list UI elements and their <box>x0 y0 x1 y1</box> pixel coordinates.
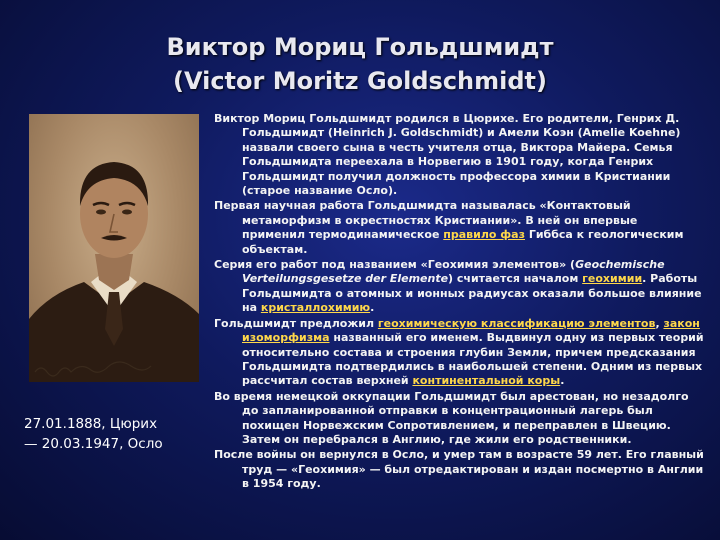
bio-paragraph-birth: Виктор Мориц Гольдшмидт родился в Цюрихе. Его родители, Генрих Д. Гольдшмидт (Heinrich J. Goldschmidt) и Амели Коэн (Amelie Koehne) назвали своего сына в честь учителя отца, Виктора Майера. Семья Гольдшмидта переехала в Норвегию в 1901 году, когда Генрих Гольдшмидт получил должность профессора химии в Кристиании (старое название Осло). <box>214 112 681 198</box>
link-law[interactable]: закон <box>663 316 700 330</box>
title-latin: (Victor Moritz Goldschmidt) <box>172 67 547 95</box>
link-crystal-chemistry[interactable]: кристаллохимию <box>260 301 371 315</box>
title-russian: Виктор Мориц Гольдшмидт <box>166 33 554 61</box>
link-isomorphism[interactable]: изоморфизма <box>242 331 330 345</box>
link-geochemical-classification[interactable]: геохимическую классификацию элементов <box>377 316 656 330</box>
link-phase-rule[interactable]: правило фаз <box>443 228 525 242</box>
slide-title <box>0 30 720 98</box>
death-date: — 20.03.1947, Осло <box>24 436 163 452</box>
birth-date: 27.01.1888, Цюрих <box>24 416 158 432</box>
portrait-photo <box>29 114 199 382</box>
bio-paragraph-occupation: Во время немецкой оккупации Гольдшмидт был арестован, но незадолго до запланированной отправки в концентрационный лагерь был похищен Норвежским Сопротивлением, и переправлен в Швецию. Затем он перебрался в Англию, где жили его родственники. <box>214 389 689 446</box>
bio-paragraph-classification: Гольдшмидт предложил геохимическую классификацию элементов, закон изоморфизма названный его именем. Выдвинул одну из первых теорий относительно состава и строения глубин Земли, причем предсказания Гольдшмидта подтвердились в наибольшей степени. Одним из первых рассчитал состав верхней континентальной коры. <box>214 316 704 388</box>
biography-text <box>214 112 704 492</box>
life-dates <box>24 414 204 454</box>
bio-paragraph-postwar: После войны он вернулся в Осло, и умер там в возрасте 59 лет. Его главный труд — «Геохимия» — был отредактирован и издан посмертно в Англии в 1954 году. <box>214 448 704 491</box>
bio-paragraph-geochemistry: Серия его работ под названием «Геохимия элементов» (Geochemische Verteilungsgesetze der Elemente) считается началом геохимии. Работы Гольдшмидта о атомных и ионных радиусах оказали большое влияние на кристаллохимию. <box>214 258 702 315</box>
link-continental-crust[interactable]: континентальной коры <box>412 374 561 388</box>
bio-paragraph-first-work: Первая научная работа Гольдшмидта называлась «Контактовый метаморфизм в окрестностях Кристиании». В ней он впервые применил термодинамическое правило фаз Гиббса к геологическим объектам. <box>214 199 684 256</box>
link-geochemistry[interactable]: геохимии <box>582 272 643 286</box>
